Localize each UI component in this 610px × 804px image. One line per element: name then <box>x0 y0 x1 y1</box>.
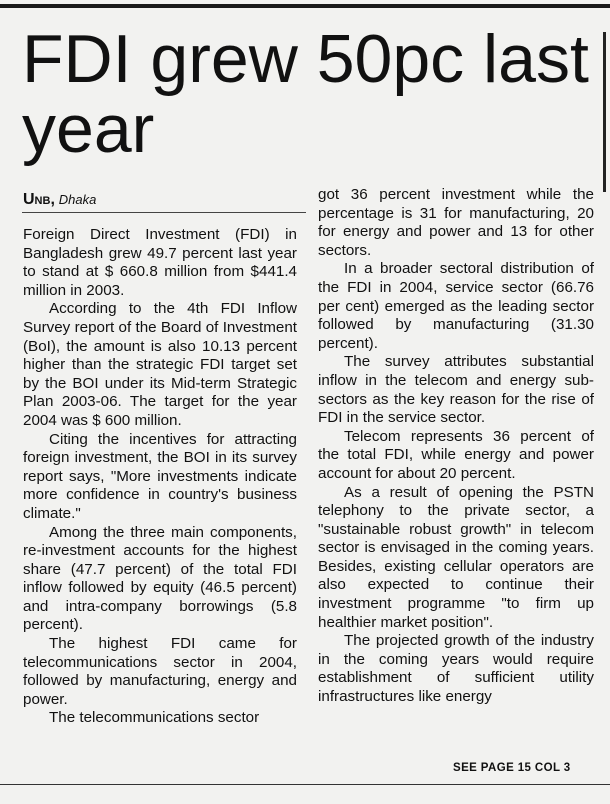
byline-rule <box>22 212 306 213</box>
paragraph: According to the 4th FDI Inflow Survey report of the Board of Investment (BoI), the amount is also 10.13 percent higher than the strategic FDI target set by the BOI under its Mid-term Strategic Plan 2003-06. The target for the year 2004 was $ 600 million. <box>23 300 297 429</box>
paragraph: got 36 percent investment while the percentage is 31 for manufacturing, 20 for energy and power and 13 for other sectors. <box>318 186 594 259</box>
paragraph: Telecom represents 36 percent of the total FDI, while energy and power account for about 20 percent. <box>318 427 594 482</box>
top-rule <box>0 4 610 8</box>
paragraph: The projected growth of the industry in the coming years would require establishment of sufficient utility infrastructures like energy <box>318 632 594 706</box>
paragraph: Citing the incentives for attracting foreign investment, the BOI in its survey report says, "More investments indicate more confidence in country's business climate." <box>23 430 297 522</box>
paragraph: Among the three main components, re-investment accounts for the highest share (47.7 percent) of the total FDI inflow followed by equity (46.5 percent) and intra-company borrowings (5.8 percent). <box>23 523 297 634</box>
byline <box>23 190 96 209</box>
continuation-note[interactable]: SEE PAGE 15 COL 3 <box>453 762 571 774</box>
article-column-right <box>318 186 594 707</box>
paragraph: Foreign Direct Investment (FDI) in Bangladesh grew 49.7 percent last year to stand at $ 660.8 million from $441.4 million in 2003. <box>23 226 297 299</box>
article-column-left <box>23 226 297 728</box>
paragraph: The highest FDI came for telecommunications sector in 2004, followed by manufacturing, energy and power. <box>23 635 297 708</box>
paragraph: As a result of opening the PSTN telephony to the private sector, a "sustainable robust growth" in telecom sector is envisaged in the coming years. Besides, existing cellular operators are also expected to continue their investment programme "to firm up healthier market position". <box>318 483 594 631</box>
paragraph: The survey attributes substantial inflow in the telecom and energy sub-sectors as the key reason for the rise of FDI in the service sector. <box>318 353 594 427</box>
paragraph: In a broader sectoral distribution of the FDI in 2004, service sector (66.76 per cent) emerged as the leading sector followed by manufacturing (31.30 percent). <box>318 260 594 352</box>
adjacent-column-edge <box>603 32 606 192</box>
byline-agency: Unb, <box>23 191 55 208</box>
paragraph: The telecommunications sector <box>49 709 260 727</box>
byline-place: Dhaka <box>58 192 97 207</box>
bottom-rule <box>0 784 610 785</box>
headline: FDI grew 50pc last year <box>22 21 589 167</box>
